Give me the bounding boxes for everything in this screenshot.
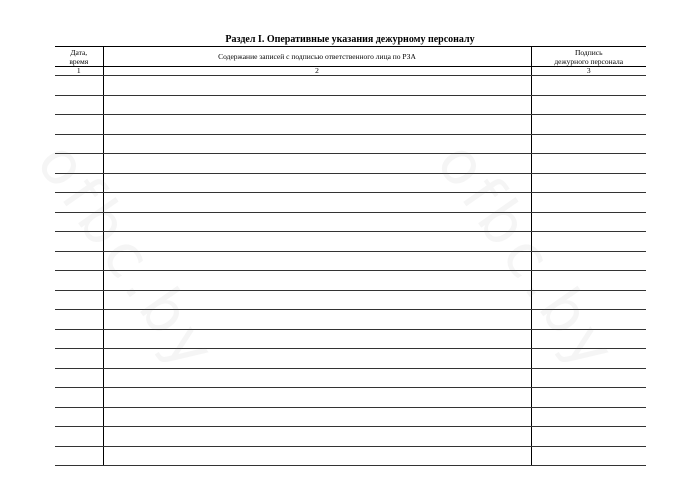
col-header-content xyxy=(103,47,531,67)
cell-content xyxy=(103,134,531,154)
table-row xyxy=(55,232,646,252)
cell-date xyxy=(55,173,103,193)
cell-signature xyxy=(531,173,646,193)
cell-date xyxy=(55,290,103,310)
table-row xyxy=(55,134,646,154)
cell-content xyxy=(103,407,531,427)
col-header-content-line1: Содержание записей с подписью ответственного лица по РЗА xyxy=(218,52,416,61)
cell-signature xyxy=(531,251,646,271)
cell-signature xyxy=(531,115,646,135)
cell-date xyxy=(55,427,103,447)
log-table xyxy=(55,46,646,466)
col-header-date xyxy=(55,47,103,67)
watermark: ofbc.by xyxy=(22,130,232,387)
cell-signature xyxy=(531,310,646,330)
cell-date xyxy=(55,329,103,349)
table-row xyxy=(55,290,646,310)
cell-date xyxy=(55,388,103,408)
cell-content xyxy=(103,115,531,135)
cell-date xyxy=(55,193,103,213)
cell-content xyxy=(103,154,531,174)
cell-date xyxy=(55,115,103,135)
cell-content xyxy=(103,251,531,271)
cell-signature xyxy=(531,271,646,291)
watermark: ofbc.by xyxy=(422,130,632,387)
cell-content xyxy=(103,329,531,349)
cell-signature xyxy=(531,134,646,154)
cell-signature xyxy=(531,95,646,115)
cell-date xyxy=(55,368,103,388)
cell-content xyxy=(103,388,531,408)
cell-date xyxy=(55,349,103,369)
cell-signature xyxy=(531,407,646,427)
cell-signature xyxy=(531,427,646,447)
cell-date xyxy=(55,232,103,252)
header-row xyxy=(55,47,646,67)
table-row xyxy=(55,76,646,96)
col-number-2: 2 xyxy=(103,67,531,76)
cell-content xyxy=(103,368,531,388)
col-header-signature xyxy=(531,47,646,67)
cell-content xyxy=(103,290,531,310)
cell-date xyxy=(55,407,103,427)
table-row xyxy=(55,251,646,271)
col-header-signature-line2: дежурного персонала xyxy=(554,56,624,66)
column-number-row xyxy=(55,67,646,76)
cell-content xyxy=(103,446,531,466)
section-title: Раздел I. Оперативные указания дежурному персоналу xyxy=(225,34,475,45)
cell-date xyxy=(55,310,103,330)
table-row xyxy=(55,271,646,291)
cell-content xyxy=(103,212,531,232)
table-row xyxy=(55,154,646,174)
cell-signature xyxy=(531,368,646,388)
cell-signature xyxy=(531,212,646,232)
cell-date xyxy=(55,134,103,154)
table-row xyxy=(55,349,646,369)
cell-content xyxy=(103,349,531,369)
table-row xyxy=(55,427,646,447)
cell-date xyxy=(55,95,103,115)
cell-signature xyxy=(531,154,646,174)
table-row xyxy=(55,173,646,193)
table-row xyxy=(55,212,646,232)
col-number-3: 3 xyxy=(531,67,646,76)
cell-content xyxy=(103,310,531,330)
cell-signature xyxy=(531,388,646,408)
col-header-signature-line1: Подпись xyxy=(574,47,603,57)
table-row xyxy=(55,95,646,115)
cell-date xyxy=(55,76,103,96)
cell-content xyxy=(103,427,531,447)
cell-content xyxy=(103,193,531,213)
cell-content xyxy=(103,76,531,96)
col-header-date-line2: время xyxy=(69,56,89,66)
cell-signature xyxy=(531,193,646,213)
cell-signature xyxy=(531,349,646,369)
cell-signature xyxy=(531,76,646,96)
cell-date xyxy=(55,212,103,232)
cell-signature xyxy=(531,290,646,310)
table-row xyxy=(55,329,646,349)
cell-content xyxy=(103,173,531,193)
table-row xyxy=(55,368,646,388)
cell-signature xyxy=(531,232,646,252)
cell-content xyxy=(103,95,531,115)
cell-date xyxy=(55,271,103,291)
cell-date xyxy=(55,154,103,174)
cell-date xyxy=(55,251,103,271)
col-header-date-line1: Дата, xyxy=(70,47,88,57)
cell-content xyxy=(103,232,531,252)
table-row xyxy=(55,388,646,408)
cell-signature xyxy=(531,446,646,466)
col-number-1: 1 xyxy=(55,67,103,76)
cell-signature xyxy=(531,329,646,349)
table-row xyxy=(55,310,646,330)
table-row xyxy=(55,446,646,466)
cell-content xyxy=(103,271,531,291)
table-row xyxy=(55,115,646,135)
cell-date xyxy=(55,446,103,466)
table-row xyxy=(55,193,646,213)
table-row xyxy=(55,407,646,427)
